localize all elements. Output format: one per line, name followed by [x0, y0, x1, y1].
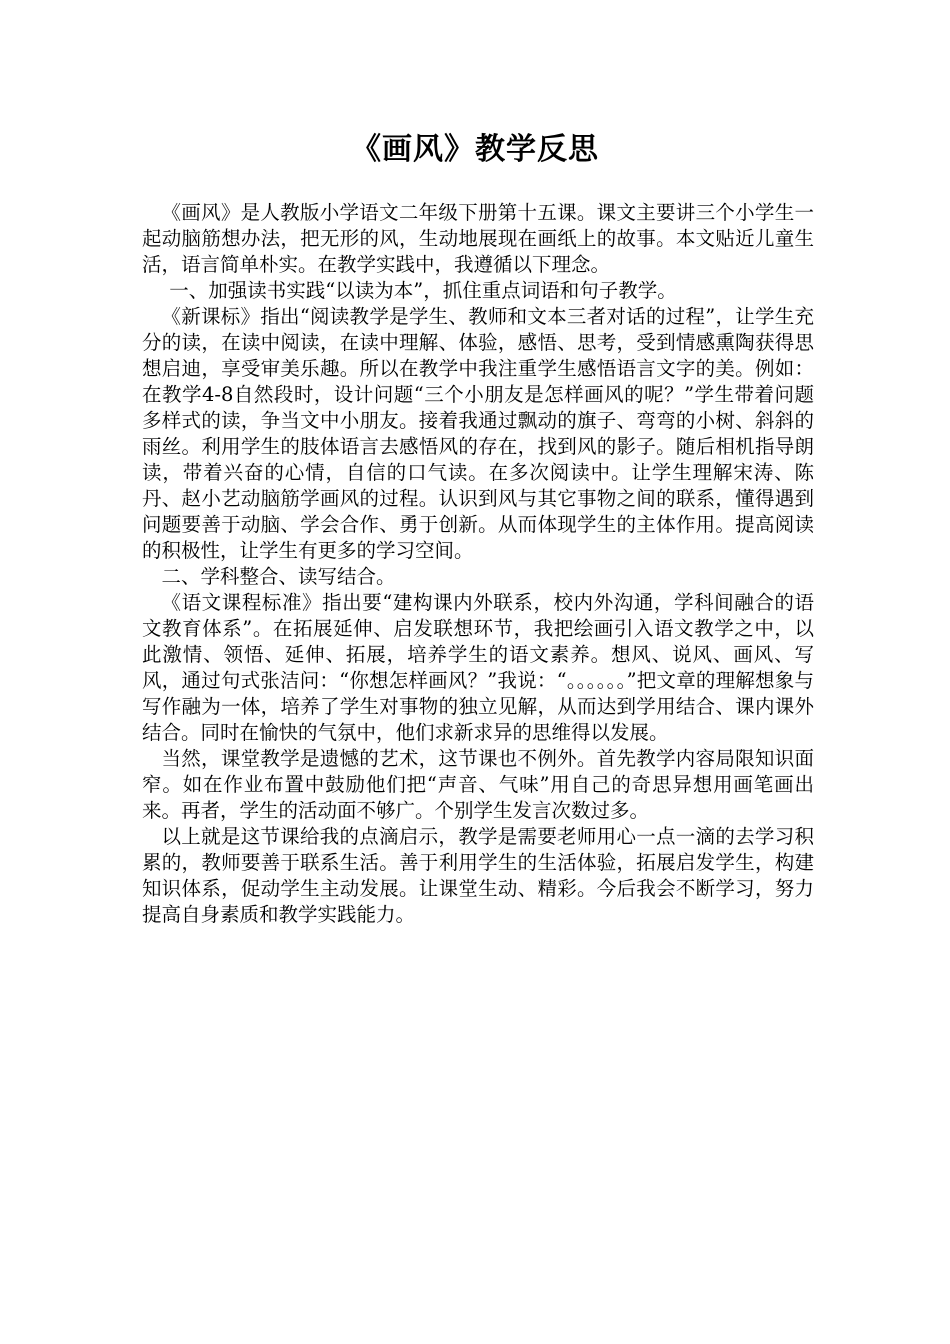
paragraph-shortcomings: 当然，课堂教学是遗憾的艺术，这节课也不例外。首先教学内容局限知识面窄。如在作业布置中鼓励他们把“声音、气味”用自己的奇思异想用画笔画出来。再者，学生的活动面不够广。个别学生发言次数过多。	[142, 747, 814, 822]
section-heading-2: 二、学科整合、读写结合。	[161, 565, 396, 588]
document-body	[142, 200, 814, 928]
paragraph-reading-practice: 《新课标》指出“阅读教学是学生、教师和文本三者对话的过程”，让学生充分的读，在读中阅读，在读中理解、体验，感悟、思考，受到情感熏陶获得思想启迪，享受审美乐趣。所以在教学中我注重学生感悟语言文字的美。例如：在教学4-8自然段时，设计问题“三个小朋友是怎样画风的呢？”学生带着问题多样式的读，争当文中小朋友。接着我通过飘动的旗子、弯弯的小树、斜斜的雨丝。利用学生的肢体语言去感悟风的存在，找到风的影子。随后相机指导朗读，带着兴奋的心情，自信的口气读。在多次阅读中。让学生理解宋涛、陈丹、赵小艺动脑筋学画风的过程。认识到风与其它事物之间的联系，懂得遇到问题要善于动脑、学会合作、勇于创新。从而体现学生的主体作用。提高阅读的积极性，让学生有更多的学习空间。	[142, 305, 814, 562]
paragraph-conclusion: 以上就是这节课给我的点滴启示，教学是需要老师用心一点一滴的去学习积累的，教师要善于联系生活。善于利用学生的生活体验，拓展启发学生，构建知识体系，促动学生主动发展。让课堂生动、精彩。今后我会不断学习，努力提高自身素质和教学实践能力。	[142, 825, 814, 926]
paragraph-intro: 《画风》是人教版小学语文二年级下册第十五课。课文主要讲三个小学生一起动脑筋想办法，把无形的风，生动地展现在画纸上的故事。本文贴近儿童生活，语言简单朴实。在教学实践中，我遵循以下理念。	[142, 201, 814, 276]
section-heading-1: 一、加强读书实践“以读为本”，抓住重点词语和句子教学。	[169, 279, 677, 302]
document-title: 《画风》教学反思	[351, 132, 599, 167]
paragraph-integration: 《语文课程标准》指出要“建构课内外联系，校内外沟通，学科间融合的语文教育体系”。在拓展延伸、启发联想环节，我把绘画引入语文教学之中，以此激情、领悟、延伸、拓展，培养学生的语文素养。想风、说风、画风、写风，通过句式张洁问：“你想怎样画风？”我说：“。。。。。。”把文章的理解想象与写作融为一体，培养了学生对事物的独立见解，从而达到学用结合、课内课外结合。同时在愉快的气氛中，他们求新求异的思维得以发展。	[142, 591, 814, 744]
